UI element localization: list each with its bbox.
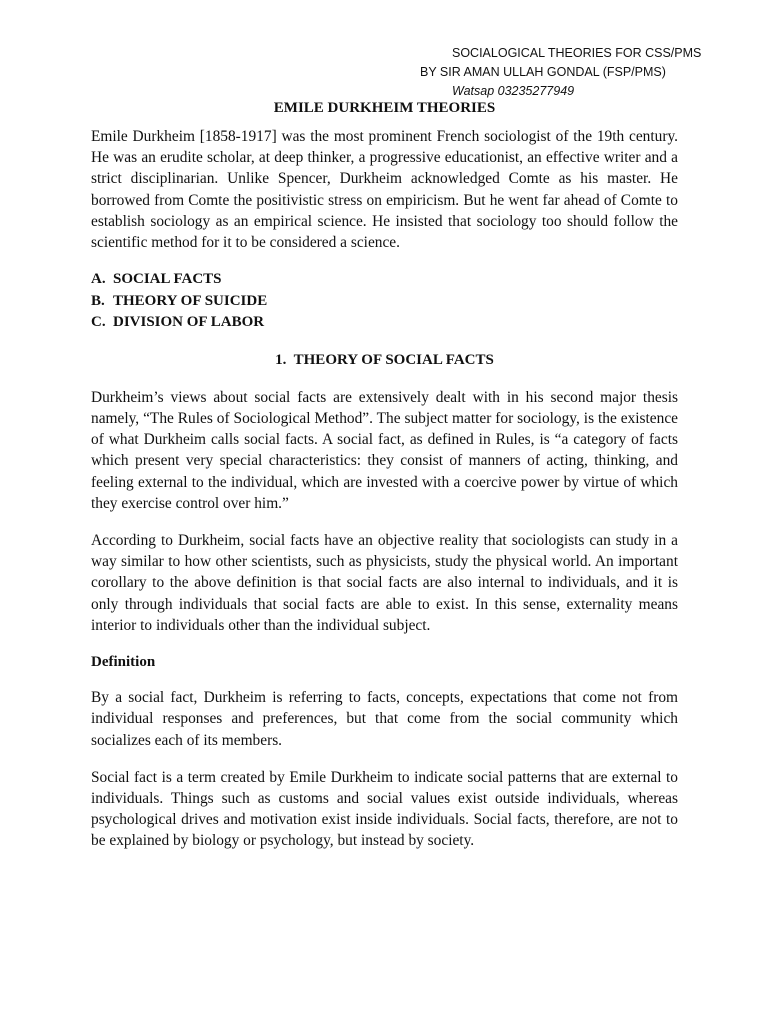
topic-list bbox=[91, 269, 678, 334]
document-body bbox=[91, 98, 678, 868]
definition-paragraph-1: By a social fact, Durkheim is referring to facts, concepts, expectations that come not from individual responses and preferences, but that come from the social community which socializes each of its members. bbox=[91, 689, 678, 749]
definition-paragraph-2: Social fact is a term created by Emile Durkheim to indicate social patterns that are external to individuals. Things such as customs and social values exist outside individuals, whereas psychological drives and motivation exist inside individuals. Social facts, therefore, are not to be explained by biology or psychology, but instead by society. bbox=[91, 768, 678, 850]
social-facts-paragraph-2: According to Durkheim, social facts have an objective reality that sociologists can study in a way similar to how other scientists, such as physicists, study the physical world. An important corollary to the above definition is that social facts are also internal to individuals, and it is only through individuals that social facts are able to exist. In this sense, externality means interior to individuals other than the individual subject. bbox=[91, 531, 678, 634]
header-contact: Watsap 03235277949 bbox=[452, 84, 575, 98]
intro-paragraph: Emile Durkheim [1858-1917] was the most prominent French sociologist of the 19th century. He was an erudite scholar, at deep thinker, a progressive educationist, an effective writer and a strict disciplinarian. Unlike Spencer, Durkheim acknowledged Comte as his master. He borrowed from Comte the positivistic stress on empiricism. But he went far ahead of Comte to establish sociology as an empirical science. He insisted that sociology too should follow the scientific method for it to be considered a science. bbox=[91, 128, 678, 252]
topic-label: THEORY OF SUICIDE bbox=[113, 292, 268, 309]
section-heading: 1. THEORY OF SOCIAL FACTS bbox=[275, 351, 494, 368]
social-facts-paragraph-1: Durkheim’s views about social facts are extensively dealt with in his second major thesis namely, “The Rules of Sociological Method”. The subject matter for sociology, is the existence of what Durkheim calls social facts. A social fact, as defined in Rules, is “a category of facts which present very special characteristics: they consist of manners of acting, thinking, and feeling external to the individual, which are invested with a coercive power by virtue of which they exercise control over him.” bbox=[91, 388, 678, 512]
topic-item-social-facts bbox=[91, 269, 678, 291]
topic-letter: A. bbox=[91, 271, 106, 288]
topic-label: DIVISION OF LABOR bbox=[113, 314, 265, 331]
topic-letter: B. bbox=[91, 292, 105, 309]
document-title: EMILE DURKHEIM THEORIES bbox=[273, 100, 496, 116]
topic-letter: C. bbox=[91, 314, 106, 331]
topic-item-division-of-labor bbox=[91, 312, 678, 334]
header-course-title: SOCIALOGICAL THEORIES FOR CSS/PMS bbox=[452, 46, 702, 60]
header-author: BY SIR AMAN ULLAH GONDAL (FSP/PMS) bbox=[420, 65, 666, 79]
definition-heading: Definition bbox=[91, 653, 156, 670]
topic-item-theory-of-suicide bbox=[91, 291, 678, 313]
page-header bbox=[420, 44, 720, 101]
topic-label: SOCIAL FACTS bbox=[113, 271, 222, 288]
